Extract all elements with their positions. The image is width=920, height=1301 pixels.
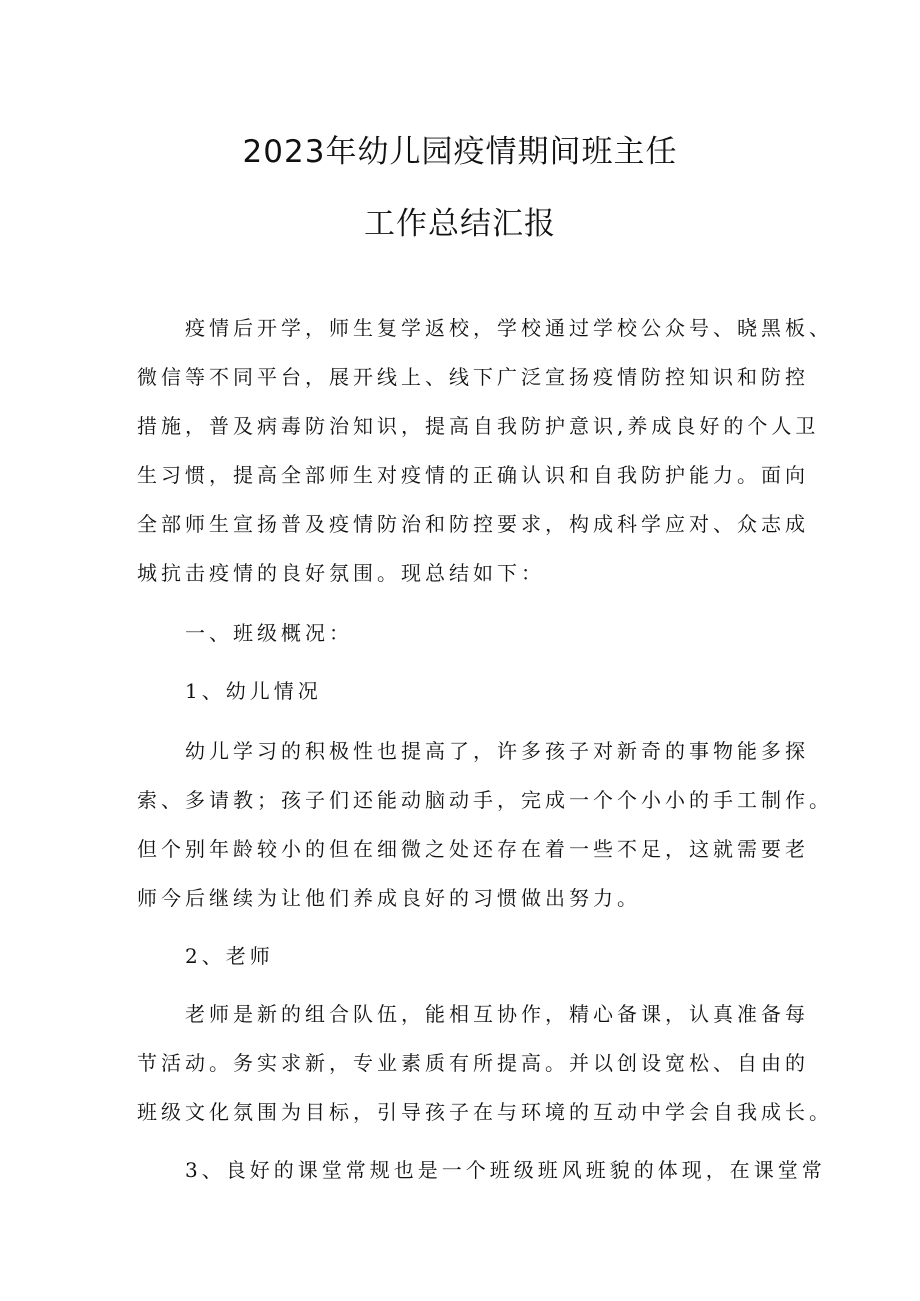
paragraph-children-line-3: 但个别年龄较小的但在细微之处还存在着一些不足，这就需要老 — [137, 837, 809, 861]
paragraph-teachers-line-1: 老师是新的组合队伍，能相互协作，精心备课，认真准备每 — [185, 1002, 809, 1026]
section-heading-class-overview: 一、班级概况： — [185, 621, 353, 645]
paragraph-1-line-6: 城抗击疫情的良好氛围。现总结如下： — [137, 561, 545, 585]
paragraph-1-line-1: 疫情后开学，师生复学返校，学校通过学校公众号、晓黑板、 — [185, 316, 833, 340]
paragraph-1-line-4: 生习惯，提高全部师生对疫情的正确认识和自我防护能力。面向 — [137, 463, 809, 487]
paragraph-children-line-4: 师今后继续为让他们养成良好的习惯做出努力。 — [137, 886, 641, 910]
document-title-line-2: 工作总结汇报 — [364, 206, 556, 242]
paragraph-1-line-2: 微信等不同平台，展开线上、线下广泛宣扬疫情防控知识和防控 — [137, 365, 809, 389]
paragraph-teachers-line-2: 节活动。务实求新，专业素质有所提高。并以创设宽松、自由的 — [137, 1051, 809, 1075]
paragraph-children-line-1: 幼儿学习的积极性也提高了，许多孩子对新奇的事物能多探 — [185, 739, 809, 763]
paragraph-classroom-line-1: 3、良好的课堂常规也是一个班级班风班貌的体现，在课堂常 — [185, 1158, 826, 1182]
paragraph-teachers-line-3: 班级文化氛围为目标，引导孩子在与环境的互动中学会自我成长。 — [137, 1100, 833, 1124]
document-title-line-1: 2023年幼儿园疫情期间班主任 — [242, 134, 678, 170]
subheading-children: 1、幼儿情况 — [185, 679, 322, 703]
paragraph-1-line-3: 措施，普及病毒防治知识，提高自我防护意识,养成良好的个人卫 — [137, 414, 820, 438]
subheading-teachers: 2、老师 — [185, 944, 274, 968]
paragraph-children-line-2: 索、多请教；孩子们还能动脑动手，完成一个个小小的手工制作。 — [137, 788, 833, 812]
paragraph-1-line-5: 全部师生宣扬普及疫情防治和防控要求，构成科学应对、众志成 — [137, 512, 809, 536]
